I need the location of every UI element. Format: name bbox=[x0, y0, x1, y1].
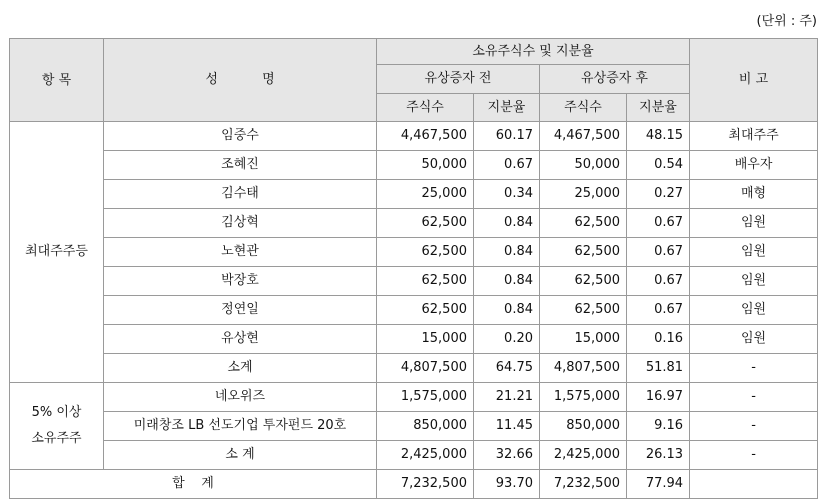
total-label: 합 계 bbox=[10, 470, 377, 499]
ratio-after: 0.67 bbox=[627, 209, 690, 238]
note: 임원 bbox=[690, 238, 818, 267]
ratio-after: 0.67 bbox=[627, 296, 690, 325]
holder-name: 박장호 bbox=[104, 267, 377, 296]
holder-name: 김수태 bbox=[104, 180, 377, 209]
table-row bbox=[10, 383, 818, 412]
shares-after: 4,807,500 bbox=[540, 354, 627, 383]
table-row bbox=[10, 151, 818, 180]
shares-after: 4,467,500 bbox=[540, 122, 627, 151]
holder-name: 유상현 bbox=[104, 325, 377, 354]
ratio-after: 0.67 bbox=[627, 238, 690, 267]
shares-before: 62,500 bbox=[377, 267, 474, 296]
shares-after: 850,000 bbox=[540, 412, 627, 441]
table-row bbox=[10, 238, 818, 267]
shares-after: 62,500 bbox=[540, 238, 627, 267]
header-ratio-after: 지분율 bbox=[627, 94, 690, 122]
header-name: 성 명 bbox=[104, 39, 377, 122]
table-row bbox=[10, 325, 818, 354]
total-row bbox=[10, 470, 818, 499]
ratio-after: 48.15 bbox=[627, 122, 690, 151]
ratio-after: 0.16 bbox=[627, 325, 690, 354]
note: 임원 bbox=[690, 325, 818, 354]
ratio-before: 0.84 bbox=[474, 267, 540, 296]
ratio-after: 0.27 bbox=[627, 180, 690, 209]
ratio-after: 16.97 bbox=[627, 383, 690, 412]
ratio-before: 0.34 bbox=[474, 180, 540, 209]
ratio-after: 9.16 bbox=[627, 412, 690, 441]
table-row bbox=[10, 354, 818, 383]
header-item: 항 목 bbox=[10, 39, 104, 122]
holder-name: 조혜진 bbox=[104, 151, 377, 180]
shares-after: 2,425,000 bbox=[540, 441, 627, 470]
note: 임원 bbox=[690, 296, 818, 325]
shares-after: 62,500 bbox=[540, 209, 627, 238]
shares-before: 25,000 bbox=[377, 180, 474, 209]
holder-name: 미래창조 LB 선도기업 투자펀드 20호 bbox=[104, 412, 377, 441]
ratio-before: 0.84 bbox=[474, 238, 540, 267]
note: 배우자 bbox=[690, 151, 818, 180]
shares-before: 2,425,000 bbox=[377, 441, 474, 470]
ratio-before: 0.20 bbox=[474, 325, 540, 354]
note: - bbox=[690, 412, 818, 441]
shares-before: 62,500 bbox=[377, 209, 474, 238]
shares-after: 25,000 bbox=[540, 180, 627, 209]
note: 매형 bbox=[690, 180, 818, 209]
table-row bbox=[10, 180, 818, 209]
ratio-before: 21.21 bbox=[474, 383, 540, 412]
shareholder-table bbox=[9, 38, 818, 499]
total-shares-before: 7,232,500 bbox=[377, 470, 474, 499]
note: 임원 bbox=[690, 267, 818, 296]
ratio-before: 0.84 bbox=[474, 296, 540, 325]
ratio-after: 0.67 bbox=[627, 267, 690, 296]
table-row bbox=[10, 267, 818, 296]
holder-name: 김상혁 bbox=[104, 209, 377, 238]
shares-after: 50,000 bbox=[540, 151, 627, 180]
holder-name: 노현관 bbox=[104, 238, 377, 267]
shares-before: 62,500 bbox=[377, 238, 474, 267]
ratio-after: 51.81 bbox=[627, 354, 690, 383]
shares-after: 62,500 bbox=[540, 296, 627, 325]
shares-before: 15,000 bbox=[377, 325, 474, 354]
shares-before: 4,467,500 bbox=[377, 122, 474, 151]
ratio-before: 0.67 bbox=[474, 151, 540, 180]
group-major-shareholders: 최대주주등 bbox=[10, 122, 104, 383]
header-before: 유상증자 전 bbox=[377, 65, 540, 94]
total-shares-after: 7,232,500 bbox=[540, 470, 627, 499]
total-ratio-before: 93.70 bbox=[474, 470, 540, 499]
table-row bbox=[10, 441, 818, 470]
table-row bbox=[10, 122, 818, 151]
holder-name: 정연일 bbox=[104, 296, 377, 325]
table-row bbox=[10, 296, 818, 325]
total-note bbox=[690, 470, 818, 499]
ratio-after: 0.54 bbox=[627, 151, 690, 180]
holder-name: 소 계 bbox=[104, 441, 377, 470]
shares-after: 15,000 bbox=[540, 325, 627, 354]
ratio-before: 32.66 bbox=[474, 441, 540, 470]
header-shares-before: 주식수 bbox=[377, 94, 474, 122]
header-ratio-before: 지분율 bbox=[474, 94, 540, 122]
holder-name: 네오위즈 bbox=[104, 383, 377, 412]
table-row bbox=[10, 209, 818, 238]
header-after: 유상증자 후 bbox=[540, 65, 690, 94]
note: 최대주주 bbox=[690, 122, 818, 151]
header-shares-after: 주식수 bbox=[540, 94, 627, 122]
header-note: 비 고 bbox=[690, 39, 818, 122]
ratio-after: 26.13 bbox=[627, 441, 690, 470]
note: - bbox=[690, 441, 818, 470]
ratio-before: 11.45 bbox=[474, 412, 540, 441]
note: - bbox=[690, 354, 818, 383]
note: - bbox=[690, 383, 818, 412]
total-ratio-after: 77.94 bbox=[627, 470, 690, 499]
holder-name: 소계 bbox=[104, 354, 377, 383]
holder-name: 임중수 bbox=[104, 122, 377, 151]
ratio-before: 64.75 bbox=[474, 354, 540, 383]
unit-label: (단위 : 주) bbox=[756, 14, 817, 29]
note: 임원 bbox=[690, 209, 818, 238]
shares-before: 1,575,000 bbox=[377, 383, 474, 412]
shares-before: 62,500 bbox=[377, 296, 474, 325]
group-five-percent-holders: 5% 이상 소유주주 bbox=[10, 383, 104, 470]
ratio-before: 60.17 bbox=[474, 122, 540, 151]
shares-after: 62,500 bbox=[540, 267, 627, 296]
header-ownership: 소유주식수 및 지분율 bbox=[377, 39, 690, 65]
shares-before: 50,000 bbox=[377, 151, 474, 180]
shares-before: 850,000 bbox=[377, 412, 474, 441]
ratio-before: 0.84 bbox=[474, 209, 540, 238]
table-body bbox=[10, 122, 818, 499]
shares-after: 1,575,000 bbox=[540, 383, 627, 412]
table-row bbox=[10, 412, 818, 441]
shares-before: 4,807,500 bbox=[377, 354, 474, 383]
